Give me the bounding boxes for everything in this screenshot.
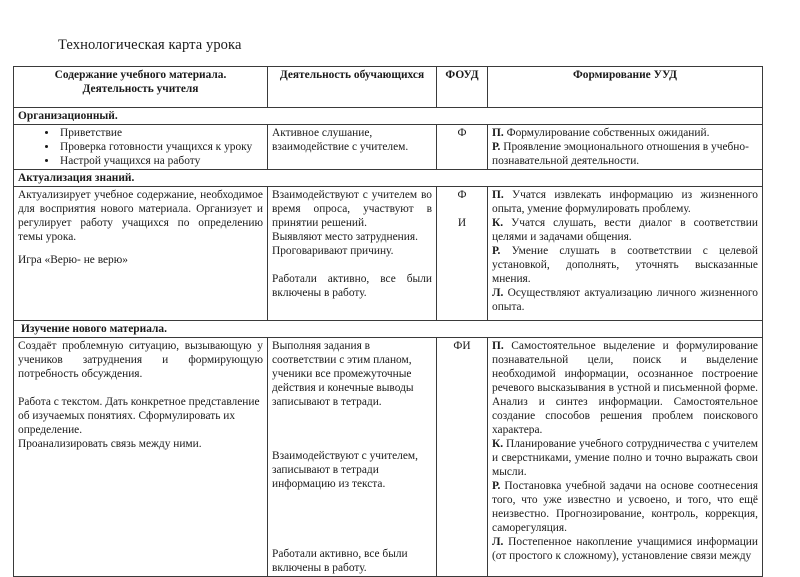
teacher-cell (14, 338, 268, 577)
header-foud: ФОУД (437, 67, 488, 108)
section-row-knowledge-update (14, 170, 763, 187)
uud-text: Умение слушать в соответствии с целевой установкой, дополнять, уточнять высказанные мнения. (492, 245, 758, 285)
uud-key: П. (492, 127, 504, 139)
uud-text: Самостоятельное выделение и формулирование познавательной цели, поиск и выделение необходимой информации, осознанное построение речевого высказывания в устной и письменной форме. Анализ и синтез информации. Самостоятельное создание способов решения проблем поискового характера. (492, 340, 758, 436)
paragraph: Работали активно, все были включены в работу. (272, 548, 408, 574)
foud-cell: ФИ (437, 338, 488, 577)
uud-cell (488, 125, 763, 170)
uud-key: Л. (492, 536, 504, 548)
uud-cell (488, 187, 763, 321)
header-teacher-line2: Деятельность учителя (82, 83, 199, 95)
table-row (14, 187, 763, 321)
uud-key: Р. (492, 141, 501, 153)
header-student-activity: Деятельность обучающихся (268, 67, 437, 108)
lesson-plan-table (13, 66, 763, 577)
section-row-new-material (14, 321, 763, 338)
students-cell (268, 338, 437, 577)
paragraph: Взаимодействуют с учителем во время опроса, участвуют в принятии решений. (272, 189, 432, 229)
section-title: Актуализация знаний. (14, 170, 763, 187)
header-teacher-activity (14, 67, 268, 108)
header-uud: Формирование УУД (488, 67, 763, 108)
paragraph: Выявляют место затруднения. (272, 231, 418, 243)
teacher-cell (14, 187, 268, 321)
paragraph: Актуализирует учебное содержание, необходимое для восприятия нового материала. Организует и регулирует работу учащихся по определению темы урока. (18, 189, 263, 243)
list-item: • Приветствие (58, 126, 263, 140)
uud-key: Р. (492, 480, 501, 492)
list-item: • Проверка готовности учащихся к уроку (58, 140, 263, 154)
uud-key: Л. (492, 287, 504, 299)
header-teacher-line1: Содержание учебного материала. (54, 69, 227, 81)
uud-text: Постановка учебной задачи на основе соотнесения того, что уже известно и усвоено, и того, что ещё неизвестно. Прогнозирование, контроль, коррекция, саморегуляция. (492, 480, 758, 534)
foud-cell: Ф (437, 125, 488, 170)
paragraph: Проговаривают причину. (272, 245, 394, 257)
uud-text: Планирование учебного сотрудничества с учителем и сверстниками, умение полно и точно выражать свои мысли. (492, 438, 758, 478)
uud-key: П. (492, 340, 504, 352)
paragraph: Работали активно, все были включены в работу. (272, 273, 432, 299)
paragraph: Выполняя задания в соответствии с этим планом, ученики все промежуточные действия и конечные выводы записывают в тетради. (272, 340, 414, 408)
uud-text: Формулирование собственных ожиданий. (503, 127, 710, 139)
teacher-cell (14, 125, 268, 170)
table-row (14, 125, 763, 170)
uud-key: К. (492, 438, 504, 450)
paragraph: Взаимодействуют с учителем, записывают в тетради информацию из текста. (272, 450, 418, 490)
list-item: • Настрой учащихся на работу (58, 154, 263, 168)
foud-cell (437, 187, 488, 321)
uud-cell (488, 338, 763, 577)
uud-text: Постепенное накопление учащимися информации (от простого к сложному), установление связи между (492, 536, 758, 562)
uud-key: Р. (492, 245, 501, 257)
foud-value: И (457, 217, 467, 229)
uud-text: Осуществляют актуализацию личного жизненного опыта. (492, 287, 758, 313)
students-cell (268, 187, 437, 321)
uud-text: Проявление эмоционального отношения в учебно-познавательной деятельности. (492, 141, 749, 167)
uud-key: К. (492, 217, 504, 229)
paragraph: Работа с текстом. Дать конкретное представление об изучаемых понятиях. Сформулировать их определение. (18, 396, 260, 436)
foud-value: Ф (457, 189, 467, 201)
paragraph: Игра «Верю- не верю» (18, 254, 128, 266)
table-header-row (14, 67, 763, 108)
paragraph: Проанализировать связь между ними. (18, 438, 202, 450)
paragraph: Создаёт проблемную ситуацию, вызывающую у учеников затруднения и формирующую потребность обсуждения. (18, 340, 263, 380)
section-row-organizational (14, 108, 763, 125)
uud-text: Учатся извлекать информацию из жизненного опыта, умение формулировать проблему. (492, 189, 758, 215)
uud-text: Учатся слушать, вести диалог в соответствии целями и задачами общения. (492, 217, 758, 243)
uud-key: П. (492, 189, 504, 201)
document-title: Технологическая карта урока (58, 37, 242, 53)
section-title: Изучение нового материала. (14, 321, 763, 338)
students-cell: Активное слушание, взаимодействие с учителем. (268, 125, 437, 170)
bullet-list (18, 126, 263, 168)
section-title: Организационный. (14, 108, 763, 125)
table-row (14, 338, 763, 577)
